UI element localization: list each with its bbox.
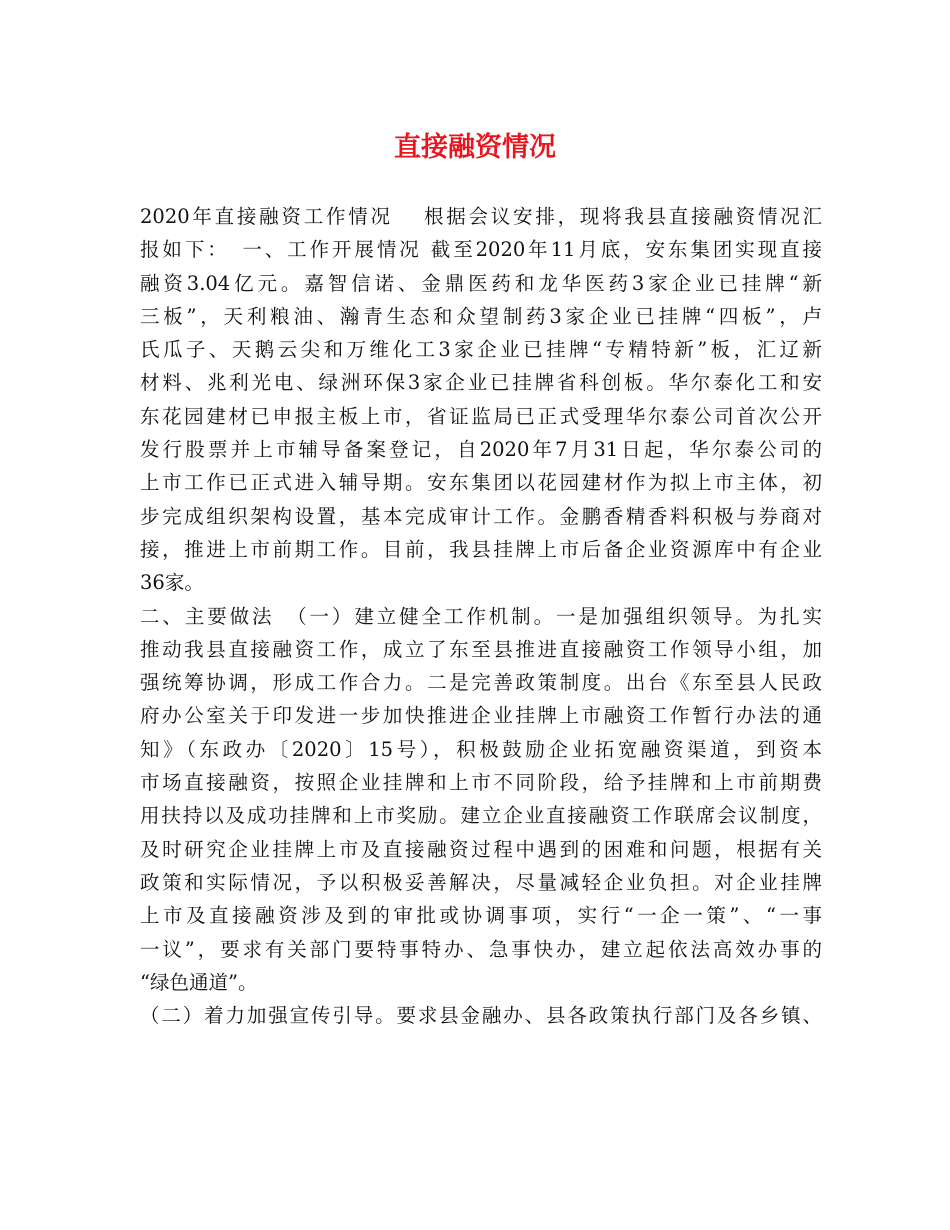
text-line: 及时研究企业挂牌上市及直接融资过程中遇到的困难和问题，根据有关 [140, 837, 822, 861]
text-line: 氏瓜子、天鹅云尖和万维化工3家企业已挂牌“专精特新”板，汇辽新 [140, 338, 822, 362]
text-line: （二）着力加强宣传引导。要求县金融办、县各政策执行部门及各乡镇、 [140, 1004, 822, 1028]
text-line: 材料、兆利光电、绿洲环保3家企业已挂牌省科创板。华尔泰化工和安 [140, 371, 822, 395]
text-line: “绿色通道”。 [140, 970, 258, 994]
text-line: 发行股票并上市辅导备案登记，自2020年7月31日起，华尔泰公司的 [140, 438, 822, 462]
text-line: 府办公室关于印发进一步加快推进企业挂牌上市融资工作暂行办法的通 [140, 704, 822, 728]
text-line: 报如下： 一、工作开展情况 截至2020年11月底，安东集团实现直接 [140, 238, 822, 262]
document-title: 直接融资情况 [394, 132, 556, 163]
text-line: 用扶持以及成功挂牌和上市奖励。建立企业直接融资工作联席会议制度， [140, 804, 822, 828]
text-line: 强统筹协调，形成工作合力。二是完善政策制度。出台《东至县人民政 [140, 671, 822, 695]
text-line: 融资3.04亿元。嘉智信诺、金鼎医药和龙华医药3家企业已挂牌“新 [140, 271, 822, 295]
text-line: 政策和实际情况，予以积极妥善解决，尽量减轻企业负担。对企业挂牌 [140, 870, 822, 894]
text-line: 上市及直接融资涉及到的审批或协调事项，实行“一企一策”、“一事 [140, 904, 822, 928]
text-line: 知》（东政办〔2020〕15号），积极鼓励企业拓宽融资渠道，到资本 [140, 737, 822, 761]
text-line: 上市工作已正式进入辅导期。安东集团以花园建材作为拟上市主体，初 [140, 471, 822, 495]
text-line: 三板”，天利粮油、瀚青生态和众望制药3家企业已挂牌“四板”，卢 [140, 304, 822, 328]
text-line: 接，推进上市前期工作。目前，我县挂牌上市后备企业资源库中有企业 [140, 537, 822, 561]
text-line: 36家。 [140, 571, 204, 595]
text-line: 步完成组织架构设置，基本完成审计工作。金鹏香精香料积极与券商对 [140, 504, 822, 528]
document-body [140, 200, 822, 1032]
text-line: 一议”，要求有关部门要特事特办、急事快办，建立起依法高效办事的 [140, 937, 822, 961]
text-line: 2020年直接融资工作情况 根据会议安排，现将我县直接融资情况汇 [140, 205, 822, 228]
text-line: 二、主要做法 （一）建立健全工作机制。一是加强组织领导。为扎实 [140, 604, 822, 628]
text-line: 市场直接融资，按照企业挂牌和上市不同阶段，给予挂牌和上市前期费 [140, 771, 822, 795]
text-line: 东花园建材已申报主板上市，省证监局已正式受理华尔泰公司首次公开 [140, 404, 822, 428]
text-line: 推动我县直接融资工作，成立了东至县推进直接融资工作领导小组，加 [140, 637, 822, 661]
